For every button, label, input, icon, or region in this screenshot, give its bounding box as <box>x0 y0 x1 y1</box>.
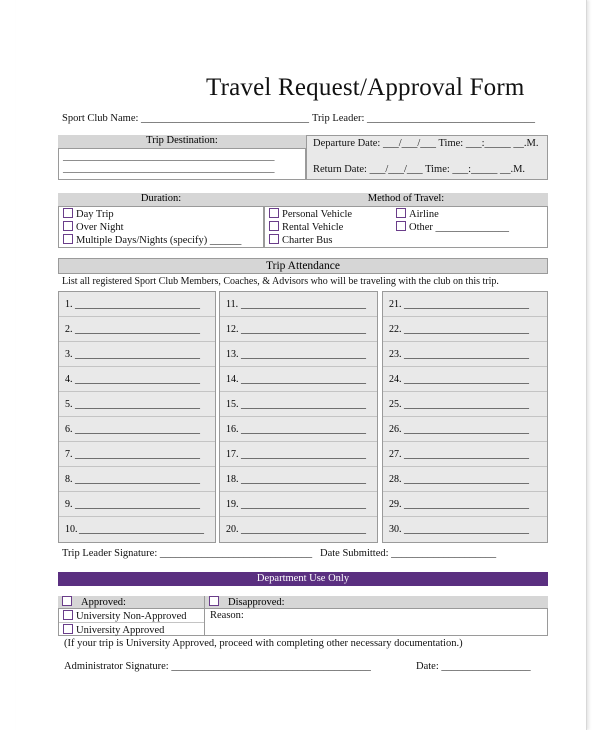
return-date-field[interactable]: Return Date: ___/___/___ Time: ___:_____ __.M. <box>313 164 526 175</box>
attendee-row[interactable] <box>220 342 377 367</box>
travel-heading: Method of Travel: <box>264 193 548 207</box>
department-use-heading: Department Use Only <box>58 572 548 586</box>
attendee-line: _________________________ <box>75 349 200 360</box>
attendee-number: 24. <box>389 374 402 385</box>
attendee-row[interactable] <box>220 442 377 467</box>
checkbox[interactable] <box>63 610 73 620</box>
attendee-line: _________________________ <box>75 299 200 310</box>
attendee-number: 7. <box>65 449 73 460</box>
dates-box <box>306 135 548 180</box>
attendee-row[interactable] <box>383 292 547 317</box>
attendee-line: _________________________ <box>75 399 200 410</box>
attendee-line: _________________________ <box>241 524 366 535</box>
checkbox[interactable] <box>269 234 279 244</box>
attendee-number: 3. <box>65 349 73 360</box>
attendance-instruction: List all registered Sport Club Members, Coaches, & Advisors who will be traveling with the club on this trip. <box>62 276 499 287</box>
attendee-row[interactable] <box>59 392 215 417</box>
attendee-line: _________________________ <box>241 324 366 335</box>
checkbox[interactable] <box>396 208 406 218</box>
checkbox[interactable] <box>209 596 219 606</box>
attendee-line: _________________________ <box>75 324 200 335</box>
airline-option[interactable]: Airline <box>396 208 439 220</box>
attendee-number: 13. <box>226 349 239 360</box>
form-title: Travel Request/Approval Form <box>206 74 525 101</box>
attendee-number: 5. <box>65 399 73 410</box>
destination-heading: Trip Destination: <box>58 135 306 149</box>
attendee-line: _________________________ <box>404 424 529 435</box>
administrator-signature-field[interactable]: Administrator Signature: ______________________________________ <box>64 661 371 672</box>
attendee-row[interactable] <box>220 467 377 492</box>
attendee-number: 6. <box>65 424 73 435</box>
attendee-row[interactable] <box>59 367 215 392</box>
attendee-row[interactable] <box>383 342 547 367</box>
attendee-line: _________________________ <box>404 449 529 460</box>
attendee-row[interactable] <box>220 292 377 317</box>
attendee-row[interactable] <box>59 317 215 342</box>
attendee-number: 9. <box>65 499 73 510</box>
attendee-line: _________________________ <box>75 499 200 510</box>
attendee-line: _________________________ <box>404 324 529 335</box>
attendee-row[interactable] <box>59 442 215 467</box>
attendee-number: 23. <box>389 349 402 360</box>
attendee-row[interactable] <box>59 467 215 492</box>
attendee-number: 12. <box>226 324 239 335</box>
department-box <box>58 596 548 636</box>
attendee-row[interactable] <box>59 292 215 317</box>
checkbox[interactable] <box>269 208 279 218</box>
attendee-number: 17. <box>226 449 239 460</box>
charter-bus-option[interactable]: Charter Bus <box>269 234 332 246</box>
attendee-row[interactable] <box>220 317 377 342</box>
attendee-row[interactable] <box>59 517 215 542</box>
attendee-row[interactable] <box>59 492 215 517</box>
attendee-number: 16. <box>226 424 239 435</box>
attendee-line: _________________________ <box>241 349 366 360</box>
approval-note: (If your trip is University Approved, proceed with completing other necessary documentation.) <box>64 638 463 649</box>
attendance-column-1 <box>58 291 216 543</box>
trip-leader-signature-field[interactable]: Trip Leader Signature: _____________________________ <box>62 548 313 559</box>
attendee-number: 22. <box>389 324 402 335</box>
destination-box <box>58 135 306 180</box>
over-night-option[interactable]: Over Night <box>63 221 124 233</box>
disapproved-option[interactable]: Disapproved: <box>204 596 548 609</box>
reason-field[interactable]: Reason: <box>210 610 244 621</box>
day-trip-option[interactable]: Day Trip <box>63 208 114 220</box>
rental-vehicle-option[interactable]: Rental Vehicle <box>269 221 343 233</box>
attendee-row[interactable] <box>383 467 547 492</box>
divider <box>59 622 204 623</box>
attendance-heading: Trip Attendance <box>58 258 548 274</box>
attendee-row[interactable] <box>220 392 377 417</box>
departure-date-field[interactable]: Departure Date: ___/___/___ Time: ___:_____ __.M. <box>313 138 539 149</box>
checkbox[interactable] <box>62 596 72 606</box>
attendance-column-2 <box>219 291 378 543</box>
attendee-row[interactable] <box>59 417 215 442</box>
attendee-number: 18. <box>226 474 239 485</box>
attendee-number: 1. <box>65 299 73 310</box>
checkbox[interactable] <box>63 221 73 231</box>
attendee-line: _________________________ <box>241 374 366 385</box>
attendee-line: _________________________ <box>241 474 366 485</box>
checkbox[interactable] <box>63 208 73 218</box>
attendee-number: 20. <box>226 524 239 535</box>
attendee-number: 30. <box>389 524 402 535</box>
other-option[interactable]: Other ______________ <box>396 221 509 233</box>
attendee-line: _________________________ <box>75 424 200 435</box>
approved-option[interactable]: Approved: <box>58 596 204 609</box>
attendee-number: 29. <box>389 499 402 510</box>
attendee-number: 28. <box>389 474 402 485</box>
attendee-row[interactable] <box>220 492 377 517</box>
attendee-number: 15. <box>226 399 239 410</box>
attendee-row[interactable] <box>220 367 377 392</box>
attendee-row[interactable] <box>220 417 377 442</box>
attendee-line: _________________________ <box>404 474 529 485</box>
attendee-line: _________________________ <box>404 349 529 360</box>
attendee-line: _________________________ <box>241 449 366 460</box>
attendee-line: _________________________ <box>75 374 200 385</box>
university-approved-option[interactable]: University Approved <box>63 624 164 636</box>
destination-line-1[interactable]: _______________________________________________ <box>63 152 275 162</box>
attendee-row[interactable] <box>383 392 547 417</box>
attendee-line: _________________________ <box>404 374 529 385</box>
attendee-line: _________________________ <box>241 299 366 310</box>
divider <box>204 609 205 636</box>
attendee-line: _________________________ <box>404 299 529 310</box>
attendee-number: 25. <box>389 399 402 410</box>
attendee-line: _________________________ <box>404 399 529 410</box>
checkbox[interactable] <box>63 624 73 634</box>
attendee-line: _________________________ <box>404 524 529 535</box>
attendee-number: 4. <box>65 374 73 385</box>
attendance-column-3 <box>382 291 548 543</box>
destination-line-2[interactable]: _______________________________________________ <box>63 164 275 174</box>
attendee-line: _________________________ <box>241 499 366 510</box>
attendee-line: _________________________ <box>75 449 200 460</box>
attendee-row[interactable] <box>383 517 547 542</box>
form-page <box>16 0 587 730</box>
attendee-row[interactable] <box>220 517 377 542</box>
attendee-row[interactable] <box>383 492 547 517</box>
attendee-number: 10. <box>65 524 78 535</box>
attendee-line: _________________________ <box>404 499 529 510</box>
attendee-line: _________________________ <box>241 399 366 410</box>
admin-date-field[interactable]: Date: _________________ <box>416 661 531 672</box>
checkbox[interactable] <box>63 234 73 244</box>
attendee-row[interactable] <box>383 317 547 342</box>
attendee-number: 2. <box>65 324 73 335</box>
attendee-number: 27. <box>389 449 402 460</box>
travel-box <box>264 193 548 248</box>
attendee-number: 21. <box>389 299 402 310</box>
university-non-approved-option[interactable]: University Non-Approved <box>63 610 187 622</box>
attendee-number: 11. <box>226 299 239 310</box>
checkbox[interactable] <box>396 221 406 231</box>
attendee-number: 26. <box>389 424 402 435</box>
personal-vehicle-option[interactable]: Personal Vehicle <box>269 208 352 220</box>
attendee-line: _________________________ <box>79 524 204 535</box>
multiple-days-option[interactable]: Multiple Days/Nights (specify) ______ <box>63 234 241 246</box>
attendee-number: 14. <box>226 374 239 385</box>
duration-box <box>58 193 264 248</box>
duration-heading: Duration: <box>58 193 264 207</box>
attendee-row[interactable] <box>383 417 547 442</box>
checkbox[interactable] <box>269 221 279 231</box>
attendee-line: _________________________ <box>75 474 200 485</box>
trip-leader-field[interactable]: Trip Leader: ________________________________ <box>312 113 536 124</box>
attendee-row[interactable] <box>383 442 547 467</box>
attendee-number: 19. <box>226 499 239 510</box>
sport-club-name-field[interactable]: Sport Club Name: ________________________________ <box>62 113 310 124</box>
attendee-row[interactable] <box>59 342 215 367</box>
attendee-number: 8. <box>65 474 73 485</box>
date-submitted-field[interactable]: Date Submitted: ____________________ <box>320 548 497 559</box>
attendee-row[interactable] <box>383 367 547 392</box>
attendee-line: _________________________ <box>241 424 366 435</box>
